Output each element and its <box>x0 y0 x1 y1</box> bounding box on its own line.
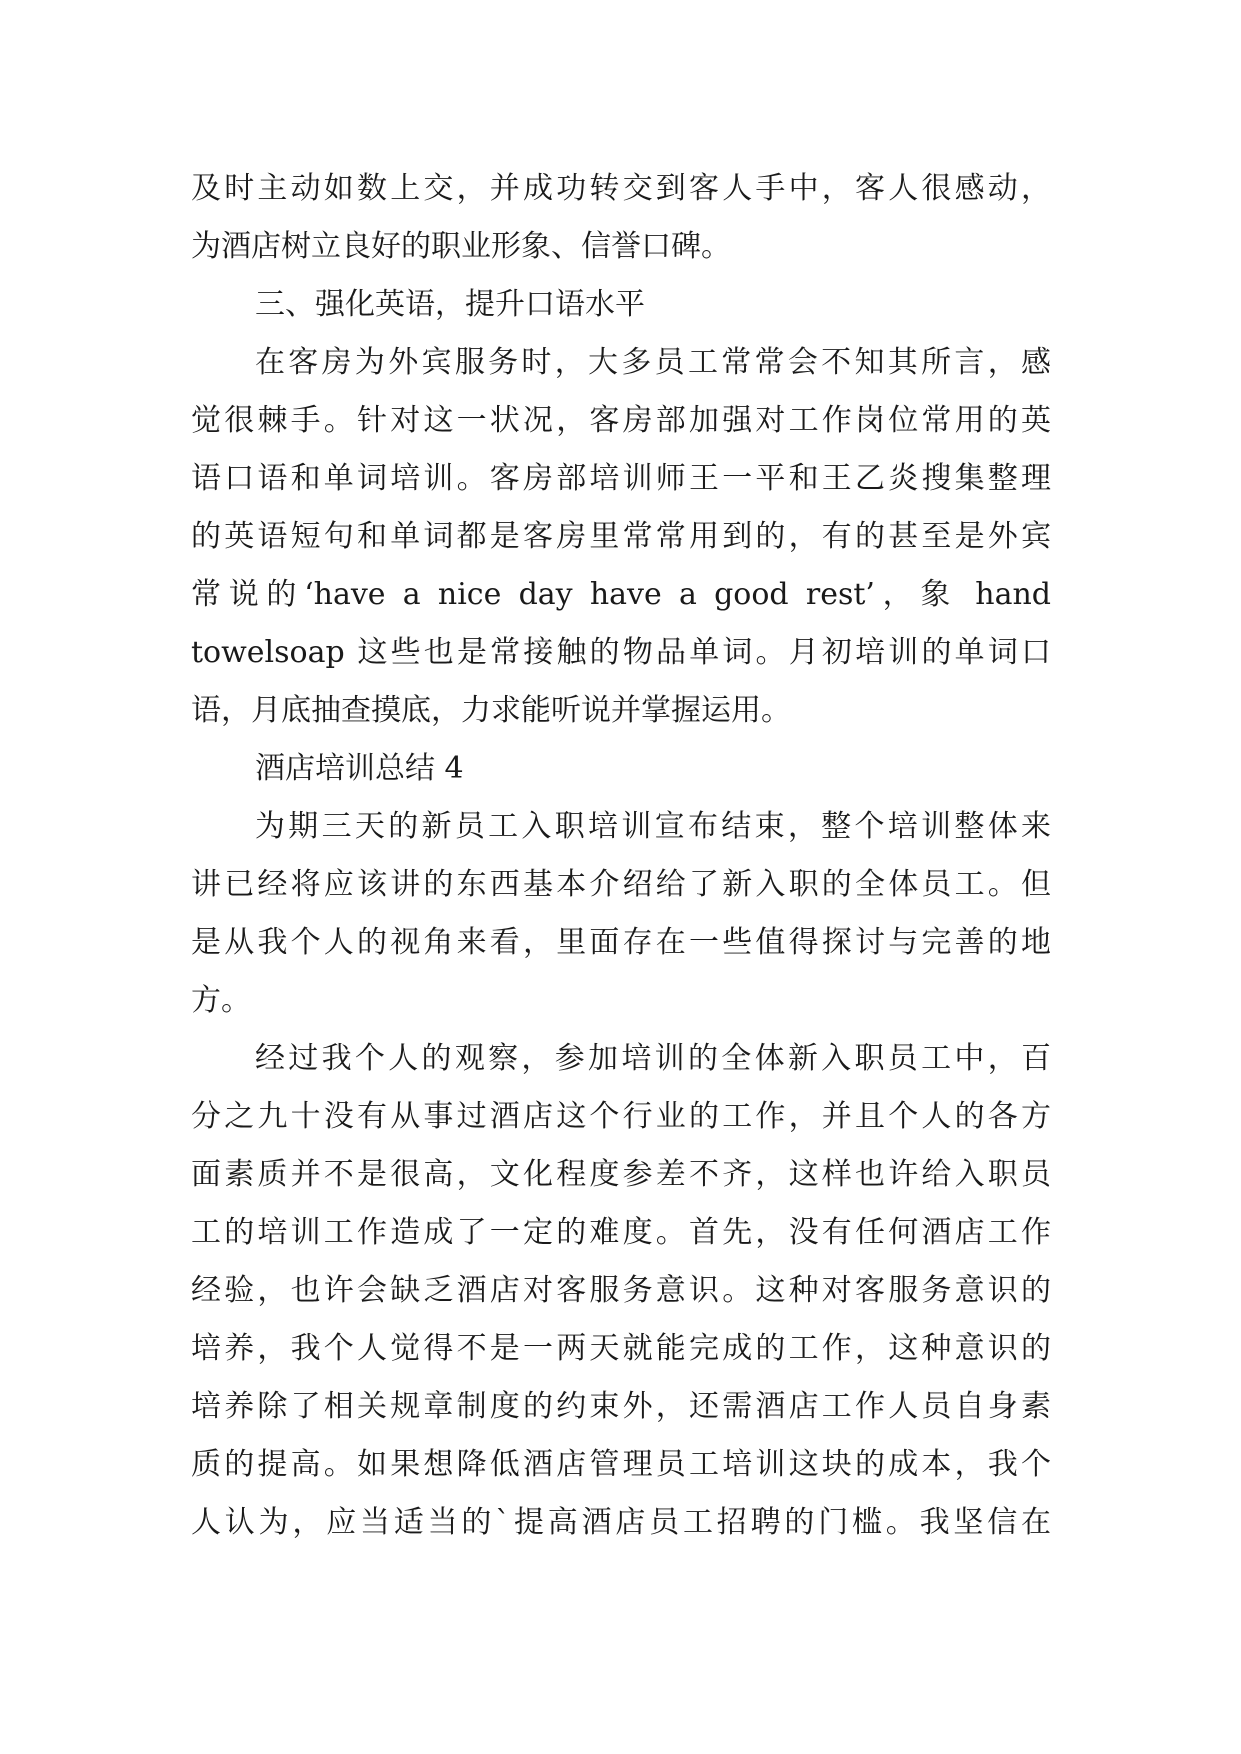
paragraph-line: 人认为，应当适当的`提高酒店员工招聘的门槛。我坚信在 <box>191 1505 1051 1540</box>
paragraph-line: 是从我个人的视角来看，里面存在一些值得探讨与完善的地 <box>191 925 1051 960</box>
paragraph-line: 方。 <box>191 983 251 1018</box>
paragraph-line: 的英语短句和单词都是客房里常常用到的，有的甚至是外宾 <box>191 519 1051 554</box>
paragraph-line: 语，月底抽查摸底，力求能听说并掌握运用。 <box>191 693 791 728</box>
paragraph-line: 工的培训工作造成了一定的难度。首先，没有任何酒店工作 <box>191 1215 1051 1250</box>
paragraph-line: 面素质并不是很高，文化程度参差不齐，这样也许给入职员 <box>191 1157 1051 1192</box>
paragraph-line: 觉很棘手。针对这一状况，客房部加强对工作岗位常用的英 <box>191 403 1051 438</box>
section-heading: 三、强化英语，提升口语水平 <box>255 287 645 322</box>
document-body <box>191 160 1051 1552</box>
paragraph-line: 培养除了相关规章制度的约束外，还需酒店工作人员自身素 <box>191 1389 1051 1424</box>
paragraph-line: towelsoap 这些也是常接触的物品单词。月初培训的单词口 <box>191 635 1051 670</box>
section-heading: 酒店培训总结 4 <box>255 751 464 786</box>
paragraph-line: 讲已经将应该讲的东西基本介绍给了新入职的全体员工。但 <box>191 867 1051 902</box>
paragraph-line: 为酒店树立良好的职业形象、信誉口碑。 <box>191 229 731 264</box>
paragraph-line: 语口语和单词培训。客房部培训师王一平和王乙炎搜集整理 <box>191 461 1051 496</box>
paragraph-line: 在客房为外宾服务时，大多员工常常会不知其所言，感 <box>255 345 1051 380</box>
paragraph-line: 为期三天的新员工入职培训宣布结束，整个培训整体来 <box>255 809 1051 844</box>
paragraph-line: 经验，也许会缺乏酒店对客服务意识。这种对客服务意识的 <box>191 1273 1051 1308</box>
paragraph-line: 质的提高。如果想降低酒店管理员工培训这块的成本，我个 <box>191 1447 1051 1482</box>
paragraph-line: 培养，我个人觉得不是一两天就能完成的工作，这种意识的 <box>191 1331 1051 1366</box>
paragraph-line: 经过我个人的观察，参加培训的全体新入职员工中，百 <box>255 1041 1051 1076</box>
paragraph-line: 常说的‘have a nice day have a good rest’，象 hand <box>191 577 1051 612</box>
paragraph-line: 分之九十没有从事过酒店这个行业的工作，并且个人的各方 <box>191 1099 1051 1134</box>
paragraph-line: 及时主动如数上交，并成功转交到客人手中，客人很感动， <box>191 171 1051 206</box>
